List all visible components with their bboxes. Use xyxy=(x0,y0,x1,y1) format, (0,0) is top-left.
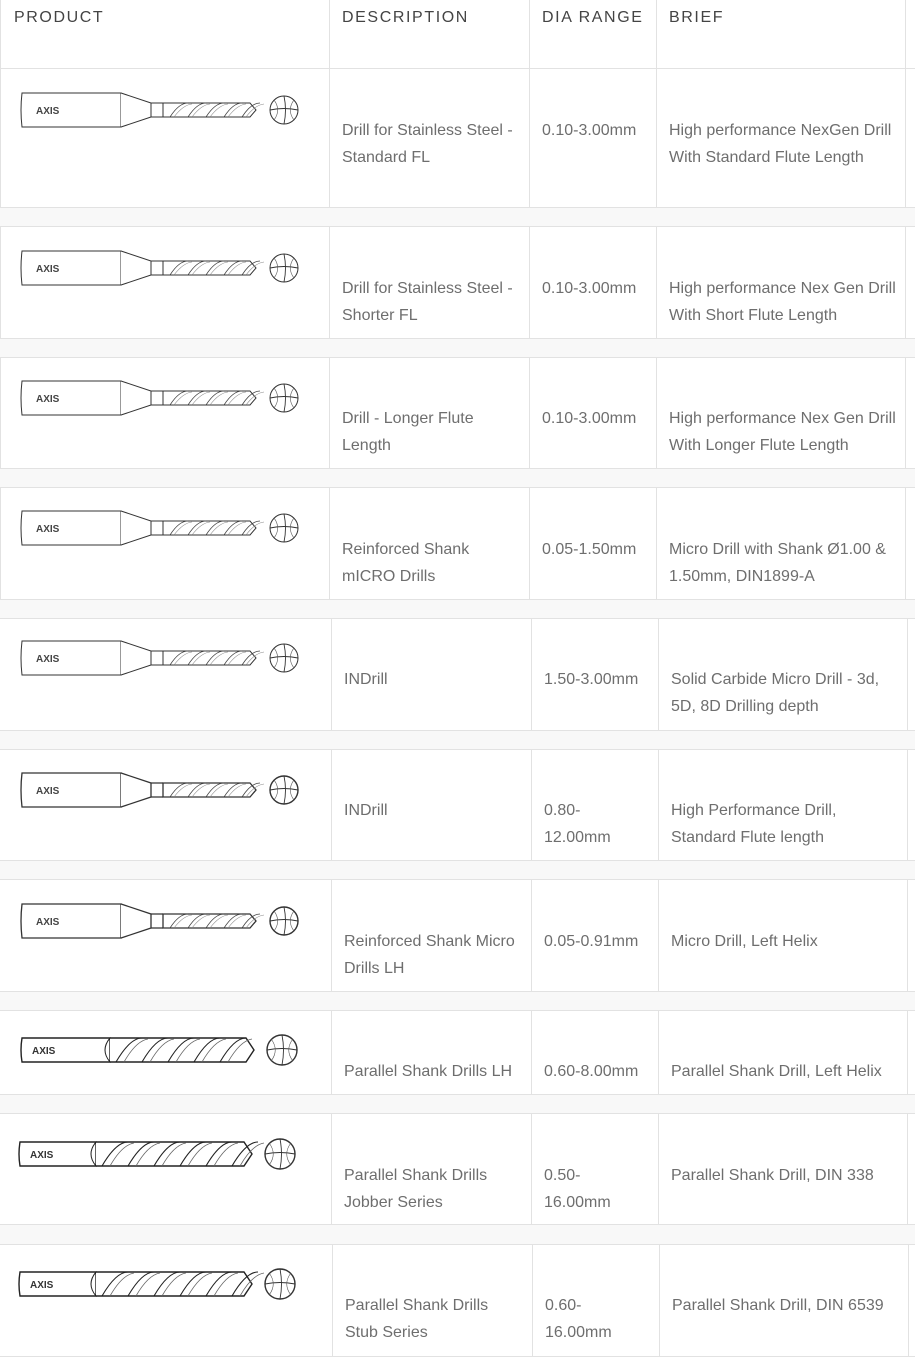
column-border xyxy=(531,1113,532,1225)
brand-logo: AXIS xyxy=(36,524,60,535)
row-border xyxy=(0,1113,915,1114)
drill-image xyxy=(18,86,308,141)
column-border xyxy=(531,879,532,992)
row-border xyxy=(0,1356,915,1357)
column-border xyxy=(658,1010,659,1095)
column-border xyxy=(907,618,908,731)
drill-end-view-icon xyxy=(270,384,298,412)
row-border xyxy=(0,749,915,750)
column-border xyxy=(331,749,332,861)
product-description: Drill for Stainless Steel - Standard FL xyxy=(342,122,513,166)
drill-image xyxy=(18,897,308,952)
brand-logo: AXIS xyxy=(36,394,60,405)
column-border xyxy=(329,0,330,69)
column-border xyxy=(658,749,659,861)
brief: High Performance Drill, Standard Flute length xyxy=(671,802,837,846)
column-border xyxy=(331,1113,332,1225)
dia-range: 0.10-3.00mm xyxy=(542,280,637,297)
header-dia-range: DIA RANGE xyxy=(542,9,644,26)
drill-end-view-icon xyxy=(270,514,298,542)
row-gap xyxy=(0,208,915,226)
column-border xyxy=(0,487,1,600)
product-description: Reinforced Shank Micro Drills LH xyxy=(344,933,515,977)
drill-end-view-icon xyxy=(265,1139,295,1169)
brief: Parallel Shank Drill, DIN 338 xyxy=(671,1167,874,1184)
column-border xyxy=(332,1244,333,1357)
drill-end-view-icon xyxy=(270,907,298,935)
column-border xyxy=(329,226,330,339)
column-border xyxy=(907,879,908,992)
product-description: Parallel Shank Drills Jobber Series xyxy=(344,1167,488,1211)
column-border xyxy=(531,1010,532,1095)
row-gap xyxy=(0,469,915,487)
brand-logo: AXIS xyxy=(36,786,60,797)
column-border xyxy=(658,1113,659,1225)
brief: Parallel Shank Drill, DIN 6539 xyxy=(672,1297,884,1314)
row-gap xyxy=(0,861,915,879)
column-border xyxy=(905,487,906,600)
row-border xyxy=(0,1094,915,1095)
row-gap xyxy=(0,339,915,357)
column-border xyxy=(531,618,532,731)
column-border xyxy=(658,879,659,992)
row-gap xyxy=(0,731,915,749)
brief: Micro Drill, Left Helix xyxy=(671,933,818,950)
column-border xyxy=(905,226,906,339)
column-border xyxy=(905,357,906,469)
column-border xyxy=(529,357,530,469)
column-border xyxy=(907,1113,908,1225)
row-border xyxy=(0,879,915,880)
drill-end-view-icon xyxy=(270,96,298,124)
brand-logo: AXIS xyxy=(36,106,60,117)
product-description: Drill for Stainless Steel - Shorter FL xyxy=(342,280,513,324)
product-description: Reinforced Shank mICRO Drills xyxy=(342,541,470,585)
row-border xyxy=(0,730,915,731)
dia-range: 0.05-1.50mm xyxy=(542,541,637,558)
dia-range: 0.10-3.00mm xyxy=(542,410,637,427)
column-border xyxy=(0,226,1,339)
row-border xyxy=(0,860,915,861)
drill-image xyxy=(18,504,308,559)
brief: High performance NexGen Drill With Standard Flute Length xyxy=(669,122,892,166)
dia-range: 0.05-0.91mm xyxy=(544,933,639,950)
brand-logo: AXIS xyxy=(30,1280,54,1291)
column-border xyxy=(532,1244,533,1357)
column-border xyxy=(656,68,657,208)
column-border xyxy=(331,1010,332,1095)
column-border xyxy=(656,226,657,339)
row-border xyxy=(0,618,915,619)
row-gap xyxy=(0,1095,915,1113)
column-border xyxy=(529,487,530,600)
drill-image xyxy=(18,1026,308,1081)
column-border xyxy=(905,0,906,69)
row-border xyxy=(0,487,915,488)
row-border xyxy=(0,357,915,358)
row-border xyxy=(0,468,915,469)
brief: Parallel Shank Drill, Left Helix xyxy=(671,1063,882,1080)
dia-range: 0.60-8.00mm xyxy=(544,1063,639,1080)
column-border xyxy=(905,68,906,208)
product-description: Parallel Shank Drills LH xyxy=(344,1063,513,1080)
row-border xyxy=(0,1010,915,1011)
product-description: INDrill xyxy=(344,671,388,688)
row-border xyxy=(0,68,915,69)
row-border xyxy=(0,1244,915,1245)
row-border xyxy=(0,226,915,227)
row-gap xyxy=(0,992,915,1010)
column-border xyxy=(329,68,330,208)
column-border xyxy=(656,487,657,600)
row-border xyxy=(0,599,915,600)
header-description: DESCRIPTION xyxy=(342,9,469,26)
column-border xyxy=(0,0,1,69)
row-border xyxy=(0,1224,915,1225)
drill-end-view-icon xyxy=(265,1269,295,1299)
row-border xyxy=(0,338,915,339)
product-description: Drill - Longer Flute Length xyxy=(342,410,474,454)
drill-image xyxy=(18,634,308,689)
drill-image xyxy=(18,374,308,429)
drill-end-view-icon xyxy=(270,776,298,804)
drill-end-view-icon xyxy=(267,1035,297,1065)
column-border xyxy=(529,226,530,339)
column-border xyxy=(656,0,657,69)
brand-logo: AXIS xyxy=(36,264,60,275)
dia-range: 0.50-16.00mm xyxy=(544,1167,611,1211)
drill-image xyxy=(16,1130,306,1185)
product-description: INDrill xyxy=(344,802,388,819)
brand-logo: AXIS xyxy=(36,917,60,928)
row-border xyxy=(0,207,915,208)
drill-end-view-icon xyxy=(270,644,298,672)
drill-image xyxy=(18,244,308,299)
product-description: Parallel Shank Drills Stub Series xyxy=(345,1297,489,1341)
header-brief: BRIEF xyxy=(669,9,725,26)
brand-logo: AXIS xyxy=(32,1046,56,1057)
column-border xyxy=(659,1244,660,1357)
column-border xyxy=(331,879,332,992)
column-border xyxy=(529,68,530,208)
column-border xyxy=(331,618,332,731)
brand-logo: AXIS xyxy=(30,1150,54,1161)
brief: Solid Carbide Micro Drill - 3d, 5D, 8D Drilling depth xyxy=(671,671,880,715)
column-border xyxy=(529,0,530,69)
dia-range: 0.80-12.00mm xyxy=(544,802,611,846)
drill-image xyxy=(16,1260,306,1315)
column-border xyxy=(329,357,330,469)
drill-end-view-icon xyxy=(270,254,298,282)
row-border xyxy=(0,991,915,992)
row-gap xyxy=(0,600,915,618)
dia-range: 1.50-3.00mm xyxy=(544,671,639,688)
dia-range: 0.10-3.00mm xyxy=(542,122,637,139)
brief: High performance Nex Gen Drill With Longer Flute Length xyxy=(669,410,896,454)
row-gap xyxy=(0,1225,915,1244)
column-border xyxy=(907,1010,908,1095)
column-border xyxy=(0,357,1,469)
dia-range: 0.60-16.00mm xyxy=(545,1297,612,1341)
brief: Micro Drill with Shank Ø1.00 & 1.50mm, DIN1899-A xyxy=(669,541,886,585)
brand-logo: AXIS xyxy=(36,654,60,665)
column-border xyxy=(531,749,532,861)
column-border xyxy=(908,1244,909,1357)
brief: High performance Nex Gen Drill With Short Flute Length xyxy=(669,280,896,324)
column-border xyxy=(907,749,908,861)
column-border xyxy=(0,68,1,208)
column-border xyxy=(658,618,659,731)
column-border xyxy=(329,487,330,600)
header-product: PRODUCT xyxy=(14,9,105,26)
column-border xyxy=(656,357,657,469)
drill-image xyxy=(18,766,308,821)
